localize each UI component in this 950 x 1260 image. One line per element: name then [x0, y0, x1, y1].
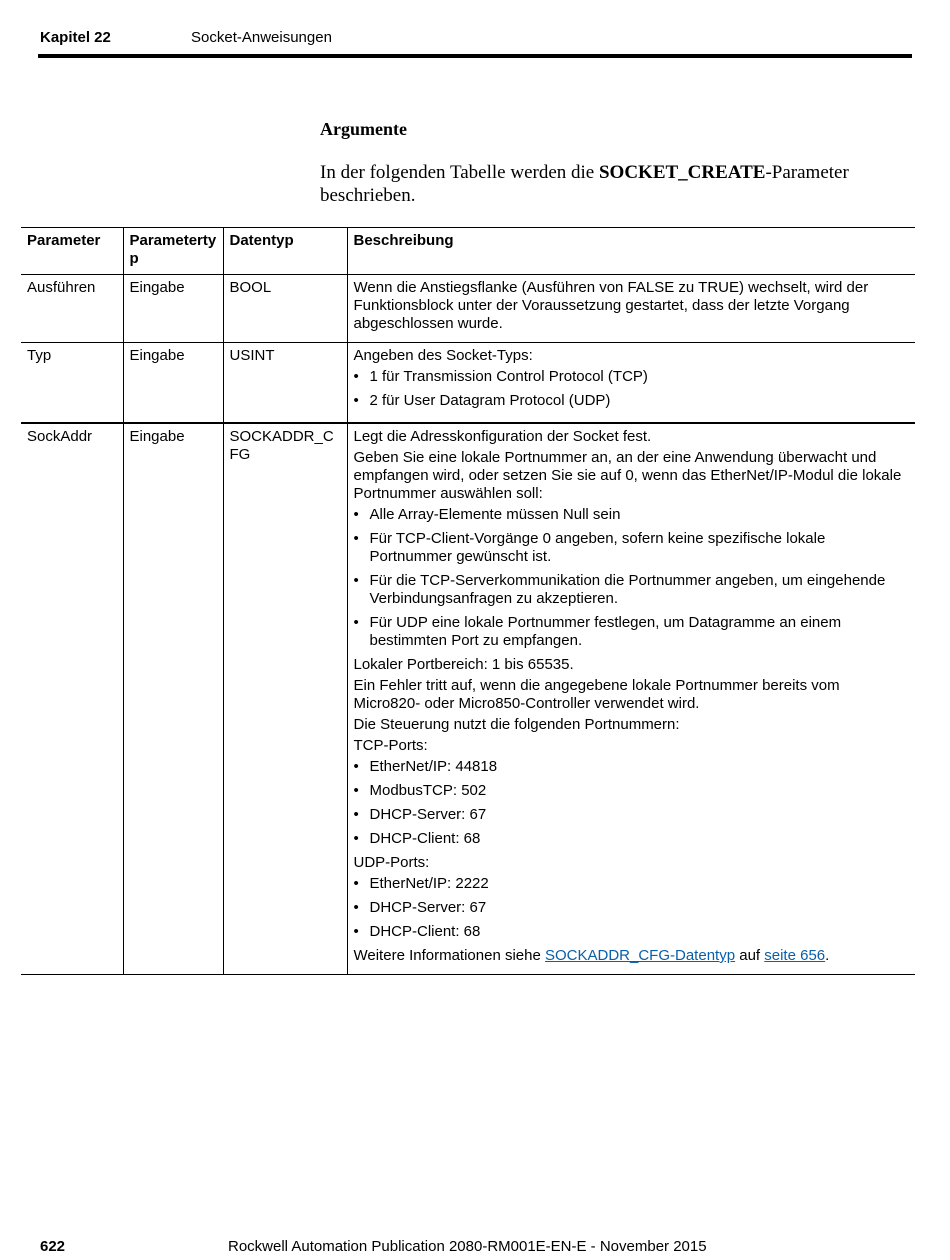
table-row	[21, 275, 915, 343]
list-item: • Für TCP-Client-Vorgänge 0 angeben, sofern keine spezifische lokale Portnummer gewünscht ist.	[354, 530, 910, 566]
udp-port-list	[354, 875, 910, 941]
list-item: • DHCP-Client: 68	[354, 830, 910, 848]
header-datentyp: Datentyp	[223, 228, 347, 275]
publication-info: Rockwell Automation Publication 2080-RM001E-EN-E - November 2015	[228, 1238, 707, 1255]
table-row	[21, 423, 915, 975]
list-item: • Für die TCP-Serverkommunikation die Portnummer angeben, um eingehende Verbindungsanfragen zu akzeptieren.	[354, 572, 910, 608]
list-item: • 2 für User Datagram Protocol (UDP)	[354, 392, 910, 410]
cell-parametertyp: Eingabe	[123, 343, 223, 424]
cell-beschreibung	[347, 423, 915, 975]
table-row	[21, 343, 915, 424]
more-info	[354, 947, 910, 965]
bullet-list	[354, 506, 910, 650]
description-intro: Angeben des Socket-Typs:	[353, 347, 533, 364]
page-reference-link[interactable]: seite 656	[764, 947, 826, 964]
cell-datentyp: USINT	[223, 343, 347, 424]
tcp-ports-label: TCP-Ports:	[353, 737, 428, 754]
cell-parametertyp: Eingabe	[123, 275, 223, 343]
header-rule	[38, 54, 912, 58]
chapter-label: Kapitel 22	[40, 29, 111, 46]
cell-parametertyp: Eingabe	[123, 423, 223, 975]
header-beschreibung: Beschreibung	[347, 228, 915, 275]
tcp-port-list	[354, 758, 910, 848]
cell-beschreibung	[347, 343, 915, 424]
description-text: Geben Sie eine lokale Portnummer an, an der eine Anwendung überwacht und empfangen wird, oder setzen Sie sie auf 0, wenn das EtherNet/IP-Modul die lokale Portnummer auswählen soll:	[353, 449, 902, 502]
description-text: Legt die Adresskonfiguration der Socket fest.	[353, 428, 652, 445]
more-info-mid: auf	[735, 947, 765, 964]
list-item: • 1 für Transmission Control Protocol (TCP)	[354, 368, 910, 386]
more-info-pre: Weitere Informationen siehe	[353, 947, 545, 964]
bullet-list	[354, 368, 910, 410]
udp-ports-label: UDP-Ports:	[353, 854, 430, 871]
intro-paragraph	[320, 161, 890, 207]
header-parameter: Parameter	[27, 232, 101, 249]
page-number: 622	[40, 1238, 66, 1255]
sockaddr-cfg-link[interactable]: SOCKADDR_CFG-Datentyp	[545, 947, 736, 964]
intro-text-post: -Parameter beschrieben.	[320, 162, 849, 206]
list-item: • Alle Array-Elemente müssen Null sein	[354, 506, 910, 524]
list-item: • EtherNet/IP: 2222	[354, 875, 910, 893]
header-parametertyp: Parameterty p	[123, 228, 223, 275]
more-info-post: .	[825, 947, 830, 964]
list-item: • EtherNet/IP: 44818	[354, 758, 910, 776]
description-text: Ein Fehler tritt auf, wenn die angegebene lokale Portnummer bereits vom Micro820- oder Micro850-Controller verwendet wird.	[353, 677, 840, 712]
cell-parameter: Ausführen	[27, 279, 96, 296]
list-item: • DHCP-Server: 67	[354, 899, 910, 917]
list-item: • DHCP-Server: 67	[354, 806, 910, 824]
description-text: Wenn die Anstiegsflanke (Ausführen von FALSE zu TRUE) wechselt, wird der Funktionsblock unter der Voraussetzung gestartet, dass der letzte Vorgang abgeschlossen wurde.	[353, 279, 869, 332]
cell-datentyp: BOOL	[223, 275, 347, 343]
cell-datentyp: SOCKADDR_C FG	[223, 423, 347, 975]
parameter-table	[21, 227, 915, 975]
cell-beschreibung	[347, 275, 915, 343]
description-text: Die Steuerung nutzt die folgenden Portnummern:	[353, 716, 680, 733]
chapter-title: Socket-Anweisungen	[191, 29, 332, 46]
table-header-row	[21, 228, 915, 275]
cell-parameter: Typ	[27, 347, 52, 364]
list-item: • ModbusTCP: 502	[354, 782, 910, 800]
description-text: Lokaler Portbereich: 1 bis 65535.	[353, 656, 574, 673]
intro-text-pre: In der folgenden Tabelle werden die	[320, 162, 599, 183]
list-item: • DHCP-Client: 68	[354, 923, 910, 941]
section-title: Argumente	[320, 119, 407, 139]
cell-parameter: SockAddr	[27, 428, 93, 445]
list-item: • Für UDP eine lokale Portnummer festlegen, um Datagramme an einem bestimmten Port zu empfangen.	[354, 614, 910, 650]
intro-instruction-name: SOCKET_CREATE	[598, 162, 766, 183]
